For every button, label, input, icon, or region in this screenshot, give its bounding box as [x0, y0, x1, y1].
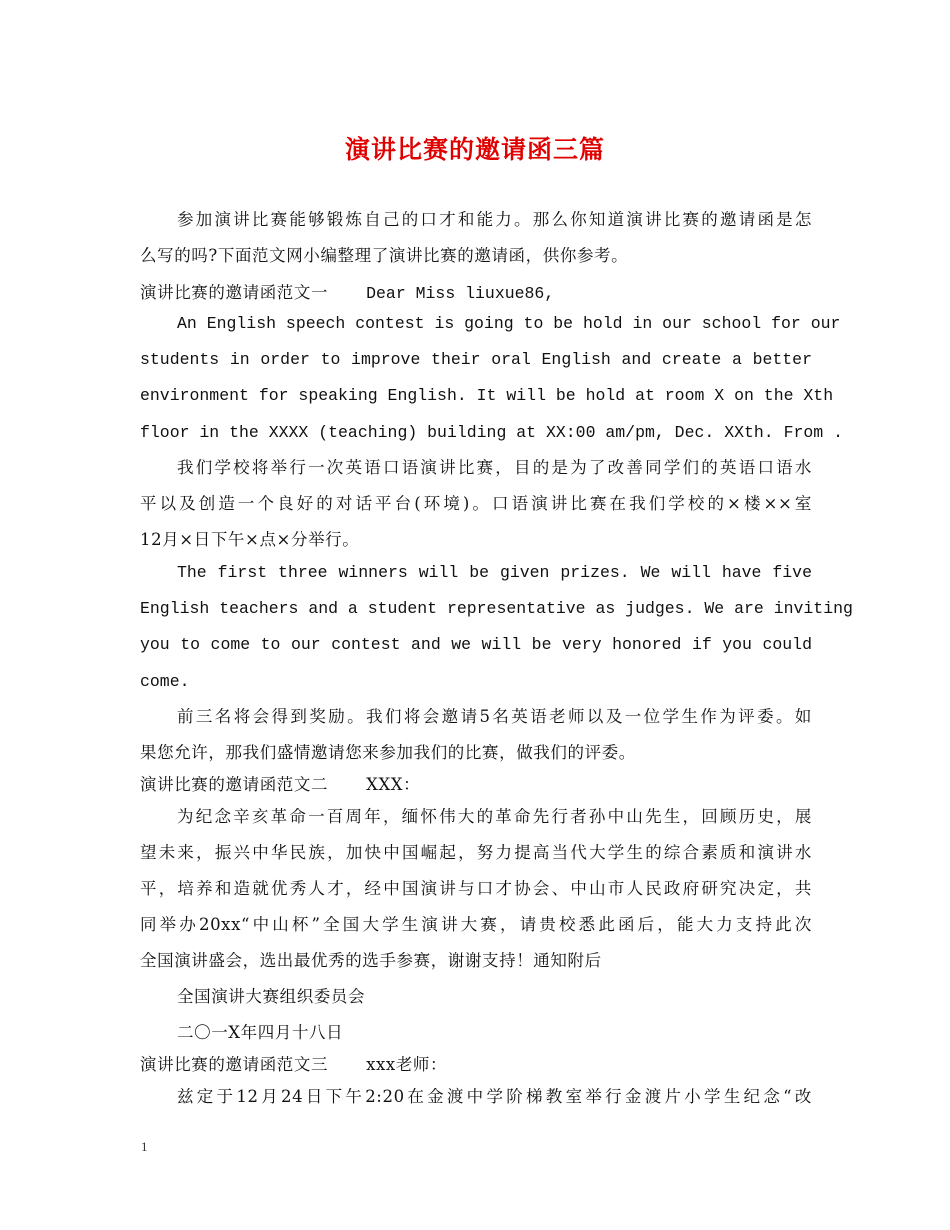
paragraph-line: 12月×日下午×点×分举行。 — [140, 530, 360, 549]
paragraph-line: 我们学校将举行一次英语口语演讲比赛，目的是为了改善同学们的英语口语水 — [177, 458, 812, 477]
paragraph-line: 么写的吗?下面范文网小编整理了演讲比赛的邀请函，供你参考。 — [140, 246, 629, 265]
paragraph-line: students in order to improve their oral English and create a better — [140, 350, 812, 369]
paragraph-line: floor in the XXXX (teaching) building at XX:00 am/pm, Dec. XXth. From . — [140, 423, 844, 442]
paragraph-line: English teachers and a student representative as judges. We are inviting — [140, 599, 853, 618]
paragraph-line: environment for speaking English. It will be hold at room X on the Xth — [140, 386, 834, 405]
section-heading-label: 演讲比赛的邀请函范文一 — [140, 283, 329, 302]
paragraph-line: 兹定于12月24日下午2:20在金渡中学阶梯教室举行金渡片小学生纪念“改 — [177, 1087, 812, 1106]
paragraph-line: 参加演讲比赛能够锻炼自己的口才和能力。那么你知道演讲比赛的邀请函是怎 — [177, 210, 812, 229]
salutation: Dear Miss liuxue86, — [366, 284, 555, 303]
paragraph-line: An English speech contest is going to be hold in our school for our — [177, 314, 841, 333]
paragraph-line: 同举办20xx“中山杯”全国大学生演讲大赛，请贵校悉此函后，能大力支持此次 — [140, 915, 812, 934]
signature-date: 二〇一X年四月十八日 — [177, 1023, 344, 1042]
section-heading-label: 演讲比赛的邀请函范文二 — [140, 775, 329, 794]
paragraph-line: 全国演讲盛会，选出最优秀的选手参赛，谢谢支持！通知附后 — [140, 951, 602, 970]
paragraph-line: 为纪念辛亥革命一百周年，缅怀伟大的革命先行者孙中山先生，回顾历史，展 — [177, 807, 812, 826]
paragraph-line: 平，培养和造就优秀人才，经中国演讲与口才协会、中山市人民政府研究决定，共 — [140, 879, 812, 898]
paragraph-line: 望未来，振兴中华民族，加快中国崛起，努力提高当代大学生的综合素质和演讲水 — [140, 843, 812, 862]
section-heading-label: 演讲比赛的邀请函范文三 — [140, 1055, 329, 1074]
salutation: xxx老师： — [366, 1055, 448, 1074]
paragraph-line: 平以及创造一个良好的对话平台(环境)。口语演讲比赛在我们学校的×楼××室 — [140, 494, 812, 513]
signature-organization: 全国演讲大赛组织委员会 — [177, 987, 366, 1006]
section-heading-1 — [140, 282, 812, 305]
paragraph-line: 前三名将会得到奖励。我们将会邀请5名英语老师以及一位学生作为评委。如 — [177, 707, 812, 726]
paragraph-line: you to come to our contest and we will be very honored if you could — [140, 635, 812, 654]
document-title: 演讲比赛的邀请函三篇 — [344, 135, 605, 164]
salutation: XXX： — [366, 775, 421, 794]
paragraph-line: 果您允许，那我们盛情邀请您来参加我们的比赛，做我们的评委。 — [140, 743, 636, 762]
paragraph-line: come. — [140, 672, 190, 691]
section-heading-2 — [140, 774, 812, 796]
page-number: 1 — [141, 1139, 148, 1154]
paragraph-line: The first three winners will be given prizes. We will have five — [177, 563, 812, 582]
section-heading-3 — [140, 1054, 812, 1076]
